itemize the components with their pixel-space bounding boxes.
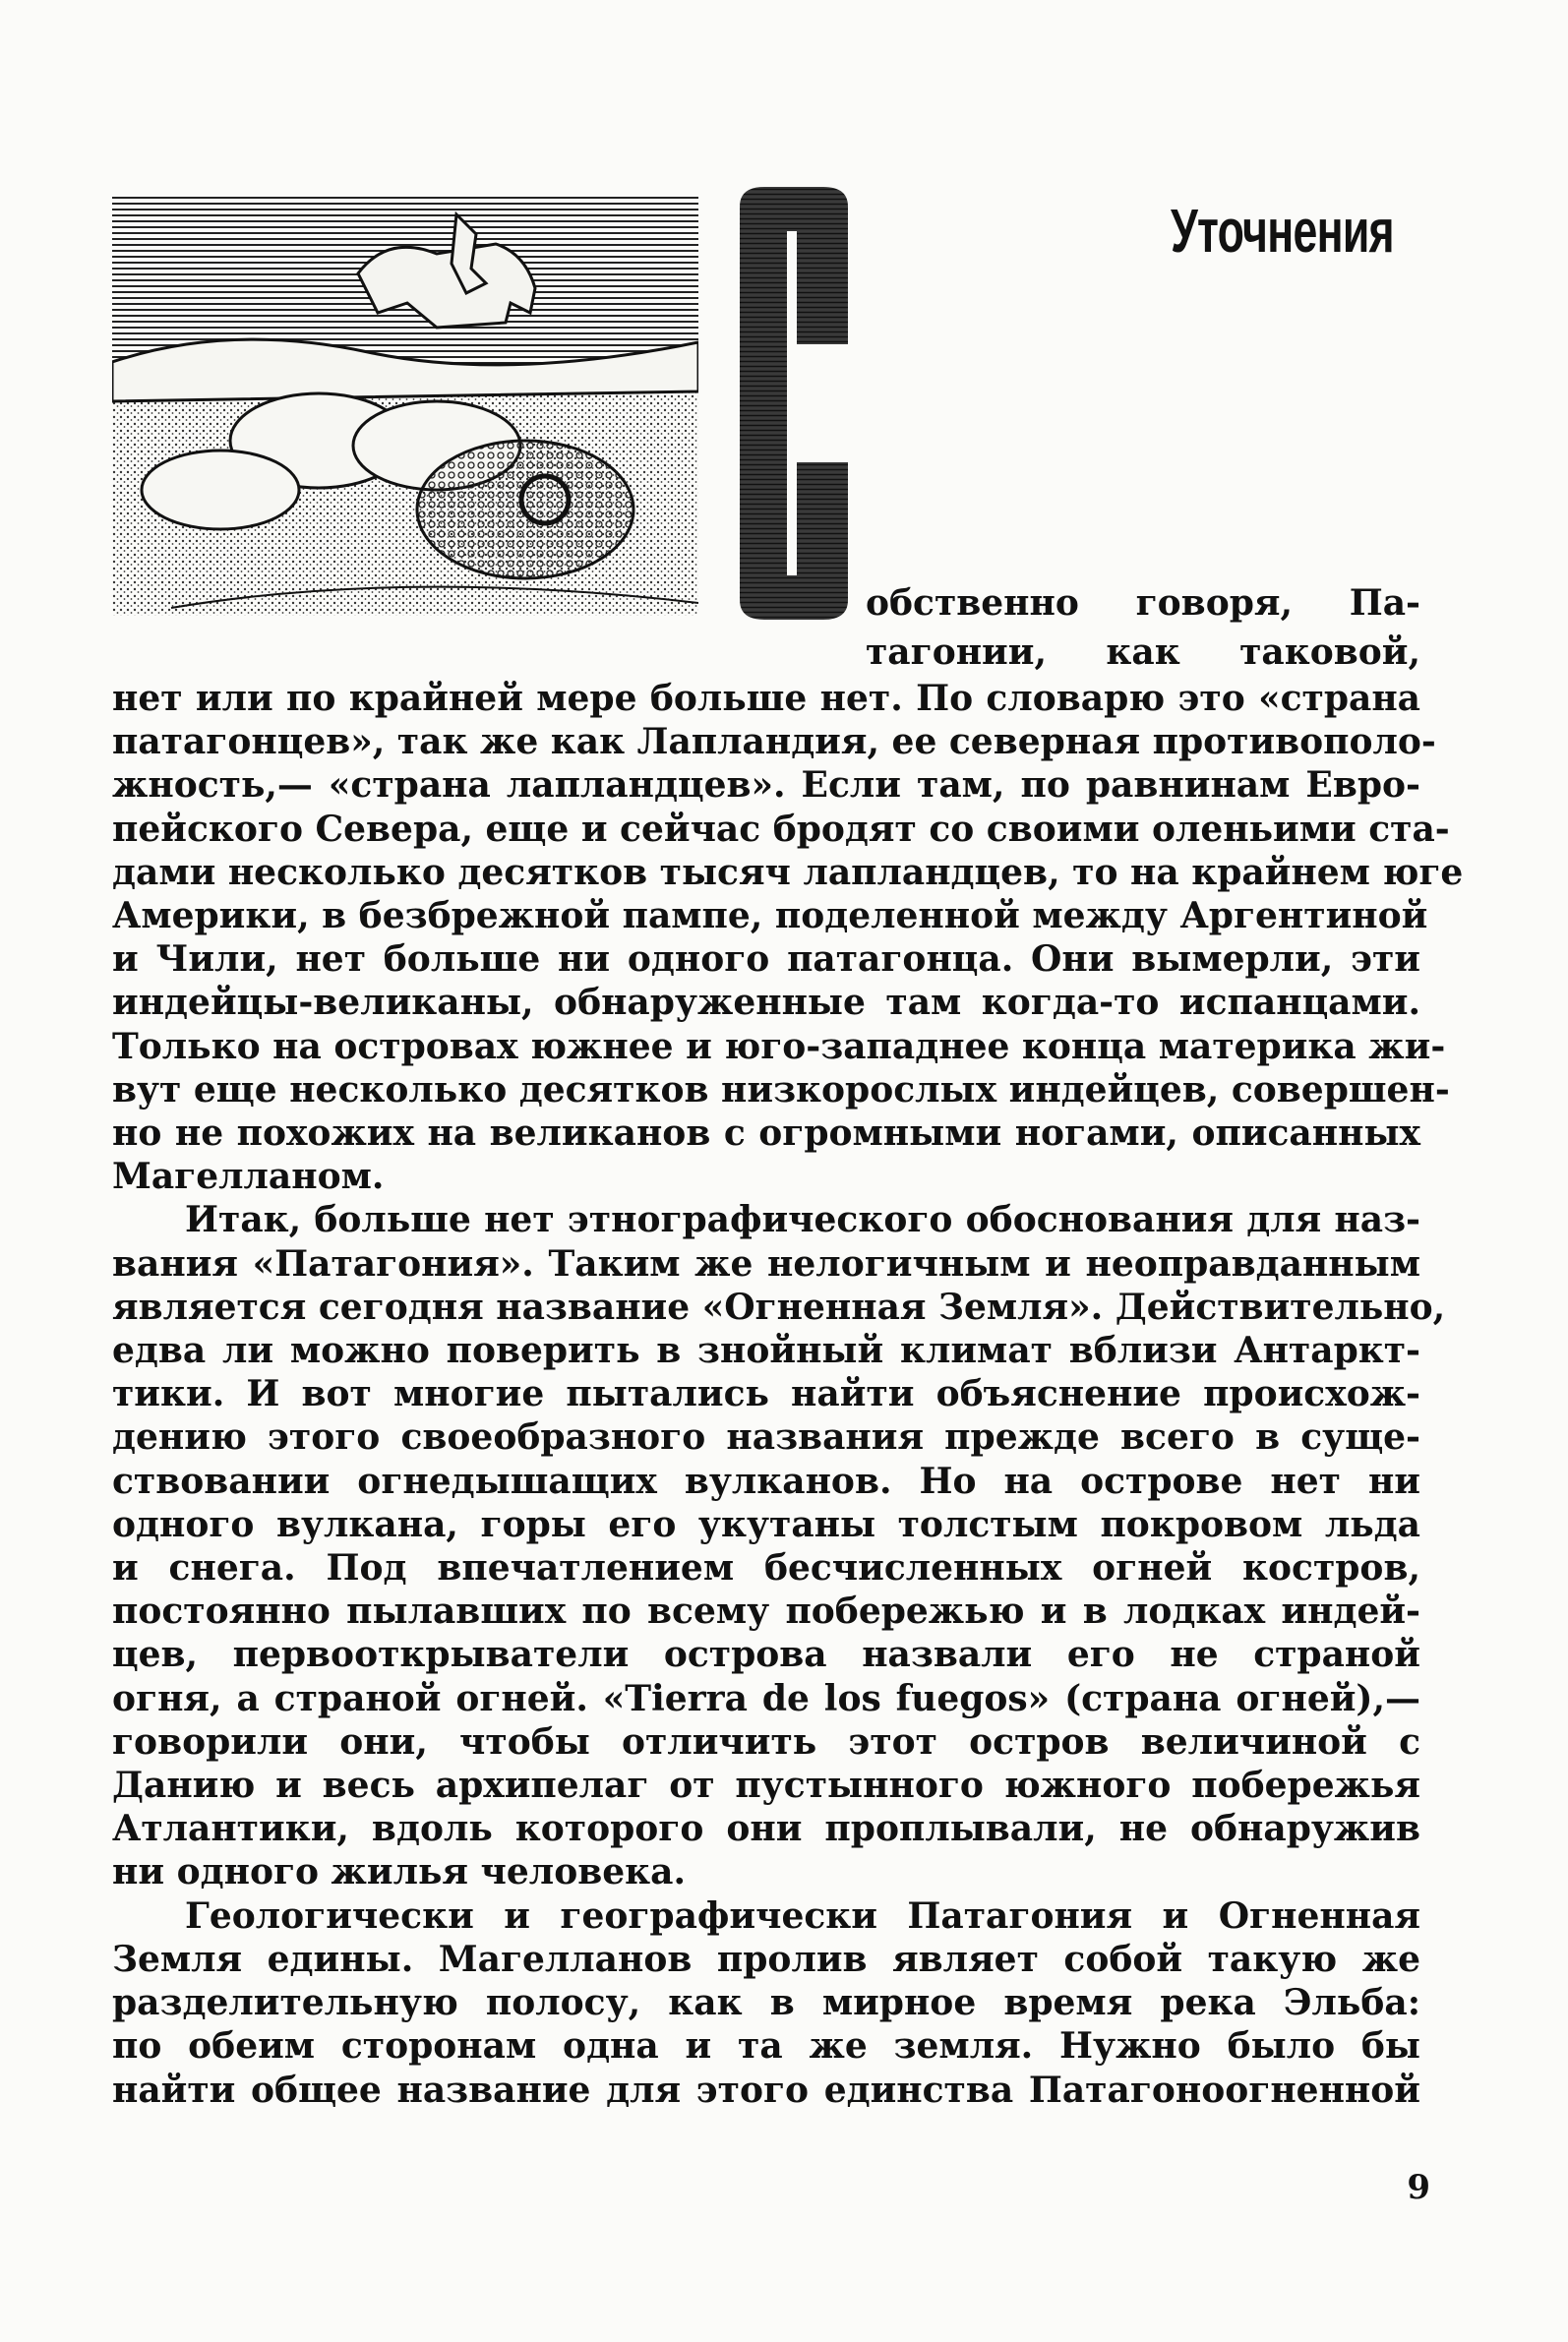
text-line: дению этого своеобразного названия прежде всего в суще-: [112, 1416, 1420, 1459]
patagonia-engraving-icon: [112, 195, 698, 616]
text-line: является сегодня название «Огненная Земля». Действительно,: [112, 1286, 1446, 1328]
text-line: Данию и весь архипелаг от пустынного южного побережья: [112, 1765, 1420, 1807]
chapter-title: Уточнения: [1171, 198, 1394, 266]
text-line: индейцы-великаны, обнаруженные там когда-то испанцами.: [112, 982, 1420, 1024]
text-line: разделительную полосу, как в мирное время река Эльба:: [112, 1982, 1420, 2024]
text-line: по обеим сторонам одна и та же земля. Нужно было бы: [112, 2025, 1420, 2068]
text-line: Атлантики, вдоль которого они проплывали, не обнаружив: [112, 1808, 1420, 1850]
text-line: жность,— «страна лапландцев». Если там, по равнинам Евро-: [112, 764, 1420, 807]
text-line: тики. И вот многие пытались найти объяснение происхож-: [112, 1373, 1420, 1415]
text-line: но не похожих на великанов с огромными ногами, описанных: [112, 1112, 1420, 1155]
text-line: Магелланом.: [112, 1156, 385, 1198]
text-line: Итак, больше нет этнографического обоснования для наз-: [185, 1199, 1420, 1241]
text-line: говорили они, чтобы отличить этот остров величиной с: [112, 1720, 1420, 1763]
page-number: 9: [1407, 2168, 1430, 2207]
body-text: [112, 677, 1464, 2112]
text-line: огня, а страной огней. «Tierra de los fuegos» (страна огней),—: [112, 1677, 1420, 1719]
drop-cap-letter-c-icon: [720, 187, 864, 620]
text-line: дами несколько десятков тысяч лапландцев, то на крайнем юге: [112, 851, 1464, 893]
text-line: вания «Патагония». Таким же нелогичным и неоправданным: [112, 1242, 1420, 1285]
text-line: Геологически и географически Патагония и Огненная: [185, 1894, 1420, 1937]
text-line: найти общее название для этого единства Патагоноогненной: [112, 2069, 1420, 2111]
text-line: вут еще несколько десятков низкорослых индейцев, совершен-: [112, 1068, 1450, 1111]
text-line: нет или по крайней мере больше нет. По словарю это «страна: [112, 678, 1420, 719]
text-line: цев, первооткрыватели острова назвали его не страной: [112, 1634, 1420, 1676]
text-line: и Чили, нет больше ни одного патагонца. Они вымерли, эти: [112, 938, 1420, 981]
text-line: патагонцев», так же как Лапландия, ее северная противополо-: [112, 721, 1436, 763]
text-line: обственно говоря, Па-: [866, 582, 1420, 624]
drop-cap: [720, 187, 864, 620]
text-line: пейского Севера, еще и сейчас бродят со своими оленьими ста-: [112, 808, 1450, 850]
text-line: тагонии, как таковой,: [866, 631, 1420, 673]
text-line: ствовании огнедышащих вулканов. Но на острове нет ни: [112, 1460, 1420, 1502]
text-line: Только на островах южнее и юго-западнее конца материка жи-: [112, 1025, 1446, 1067]
text-line: и снега. Под впечатлением бесчисленных огней костров,: [112, 1547, 1420, 1590]
text-line: Америки, в безбрежной пампе, поделенной между Аргентиной: [112, 895, 1428, 937]
text-line: ни одного жилья человека.: [112, 1851, 686, 1893]
text-line: едва ли можно поверить в знойный климат вблизи Антаркт-: [112, 1330, 1420, 1372]
opening-lines: [866, 578, 1420, 677]
text-line: Земля едины. Магелланов пролив являет собой такую же: [112, 1938, 1420, 1980]
shepherd-sheep-illustration: [112, 195, 698, 616]
text-line: одного вулкана, горы его укутаны толстым покровом льда: [112, 1503, 1420, 1545]
text-line: постоянно пылавших по всему побережью и в лодках индей-: [112, 1591, 1420, 1633]
